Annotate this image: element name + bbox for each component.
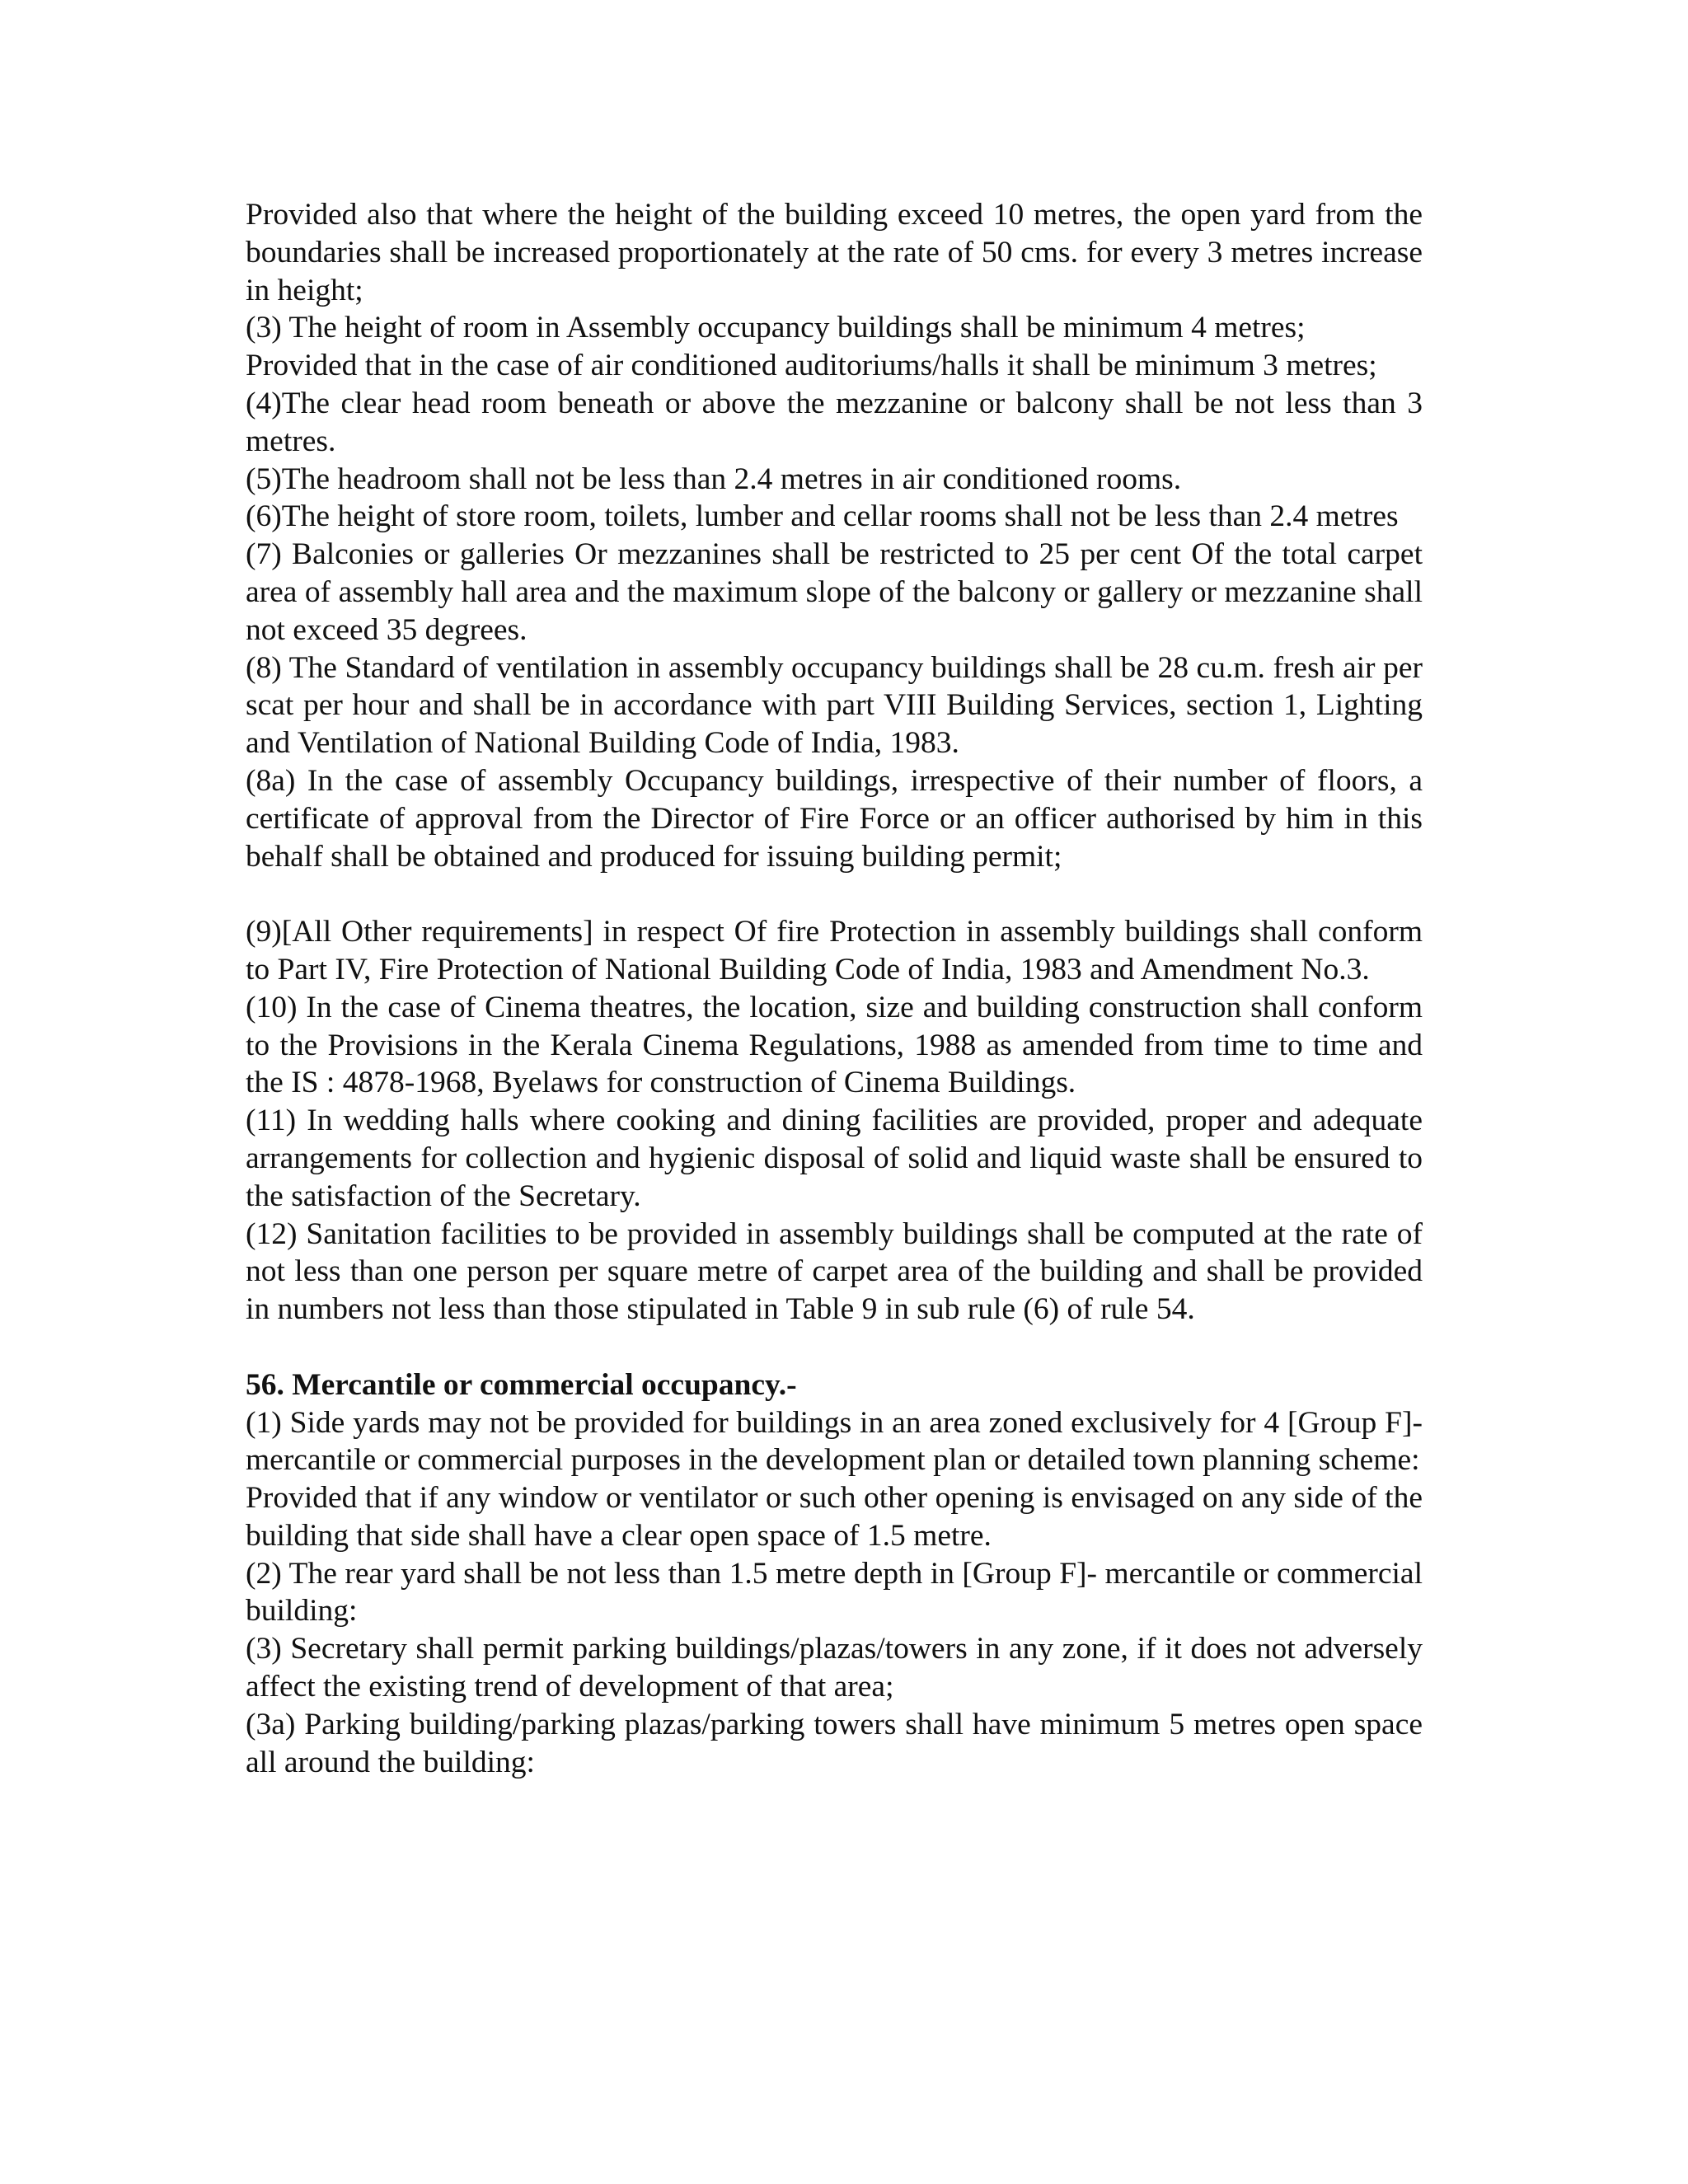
paragraph-6: (6)The height of store room, toilets, lumber and cellar rooms shall not be less than 2.4 metres [246,499,1399,534]
section-heading: 56. Mercantile or commercial occupancy.- [246,1367,797,1402]
paragraph-spacer [246,1329,1423,1366]
paragraph-proviso-height: Provided also that where the height of the building exceed 10 metres, the open yard from the boundaries shall be increased proportionately at the rate of 50 cms. for every 3 metres increase in height; [246,198,1423,307]
paragraph-9: (9)[All Other requirements] in respect Of fire Protection in assembly buildings shall conform to Part IV, Fire Protection of National Building Code of India, 1983 and Amendment No.3. [246,915,1423,987]
paragraph-56-3: (3) Secretary shall permit parking buildings/plazas/towers in any zone, if it does not adversely affect the existing trend of development of that area; [246,1632,1423,1704]
paragraph-56-1-proviso: Provided that if any window or ventilator or such other opening is envisaged on any side of the building that side shall have a clear open space of 1.5 metre. [246,1481,1423,1553]
paragraph-56-3a: (3a) Parking building/parking plazas/parking towers shall have minimum 5 metres open space all around the building: [246,1707,1423,1779]
paragraph-56-2: (2) The rear yard shall be not less than 1.5 metre depth in [Group F]- mercantile or commercial building: [246,1556,1423,1629]
paragraph-spacer [246,875,1423,913]
paragraph-3: (3) The height of room in Assembly occupancy buildings shall be minimum 4 metres; [246,311,1306,345]
paragraph-7: (7) Balconies or galleries Or mezzanines shall be restricted to 25 per cent Of the total carpet area of assembly hall area and the maximum slope of the balcony or gallery or mezzanine shall not exceed 35 degrees. [246,537,1423,647]
paragraph-8a: (8a) In the case of assembly Occupancy buildings, irrespective of their number of floors, a certificate of approval from the Director of Fire Force or an officer authorised by him in this behalf shall be obtained and produced for issuing building permit; [246,763,1423,874]
document-page [246,196,1423,1781]
paragraph-8: (8) The Standard of ventilation in assembly occupancy buildings shall be 28 cu.m. fresh air per scat per hour and shall be in accordance with part VIII Building Services, section 1, Lighting and Ventilation of National Building Code of India, 1983. [246,650,1423,761]
paragraph-4: (4)The clear head room beneath or above the mezzanine or balcony shall be not less than 3 metres. [246,386,1423,458]
paragraph-3-proviso: Provided that in the case of air conditioned auditoriums/halls it shall be minimum 3 metres; [246,349,1377,383]
paragraph-12: (12) Sanitation facilities to be provided in assembly buildings shall be computed at the rate of not less than one person per square metre of carpet area of the building and shall be provided in numbers not less than those stipulated in Table 9 in sub rule (6) of rule 54. [246,1216,1423,1327]
paragraph-56-1: (1) Side yards may not be provided for buildings in an area zoned exclusively for 4 [Group F]-mercantile or commercial purposes in the development plan or detailed town planning scheme: [246,1405,1423,1478]
paragraph-11: (11) In wedding halls where cooking and dining facilities are provided, proper and adequate arrangements for collection and hygienic disposal of solid and liquid waste shall be ensured to the satisfaction of the Secretary. [246,1104,1423,1213]
paragraph-10: (10) In the case of Cinema theatres, the location, size and building construction shall conform to the Provisions in the Kerala Cinema Regulations, 1988 as amended from time to time and the IS : 4878-1968, Byelaws for construction of Cinema Buildings. [246,990,1423,1100]
paragraph-5: (5)The headroom shall not be less than 2.4 metres in air conditioned rooms. [246,462,1182,496]
